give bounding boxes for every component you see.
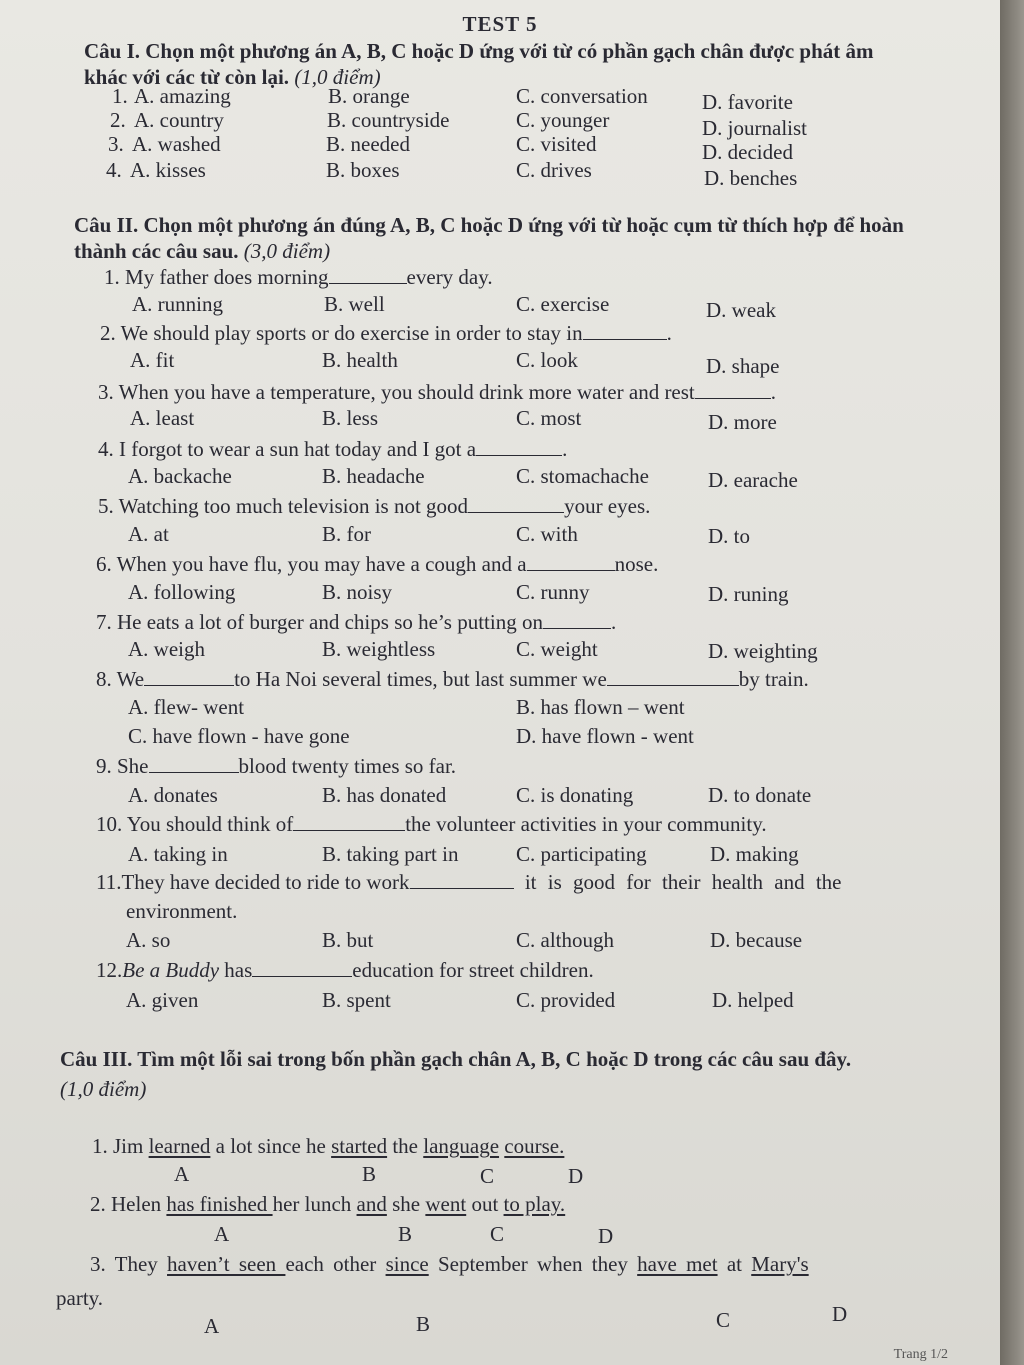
error-sentence-1: 1. Jim learned a lot since he started the language course. bbox=[92, 1134, 565, 1158]
q11-stem-continued: environment. bbox=[126, 899, 238, 923]
q8-stem: 8. We to Ha Noi several times, but last summer we by train. bbox=[96, 667, 809, 691]
q7-options: A. weigh B. weightless C. weight D. weighting bbox=[128, 637, 818, 663]
q3-stem: 3. When you have a temperature, you should drink more water and rest . bbox=[98, 380, 777, 404]
q11-options: A. so B. but C. although D. because bbox=[126, 928, 803, 952]
q7-stem: 7. He eats a lot of burger and chips so he’s putting on . bbox=[96, 610, 617, 634]
s2-label-c: C bbox=[490, 1222, 505, 1246]
q6-stem: 6. When you have flu, you may have a cough and a nose. bbox=[96, 552, 659, 576]
q4-stem: 4. I forgot to wear a sun hat today and I got a . bbox=[98, 437, 568, 461]
s1-label-d: D bbox=[568, 1164, 584, 1188]
s3-label-a: A bbox=[204, 1314, 220, 1338]
s1-label-a: A bbox=[174, 1162, 190, 1186]
error-sentence-3-continued: party. bbox=[56, 1286, 104, 1310]
sec1-item-2: 2. A. country B. countryside C. younger D. journalist bbox=[110, 108, 807, 140]
q5-options: A. at B. for C. with D. to bbox=[128, 522, 750, 548]
q10-options: A. taking in B. taking part in C. participating D. making bbox=[128, 842, 799, 866]
q6-options: A. following B. noisy C. runny D. runing bbox=[128, 580, 789, 606]
q4-options: A. backache B. headache C. stomachache D. earache bbox=[128, 464, 798, 492]
q9-stem: 9. She blood twenty times so far. bbox=[96, 754, 457, 778]
q1-stem: 1. My father does morning every day. bbox=[104, 265, 493, 289]
q12-options: A. given B. spent C. provided D. helped bbox=[126, 988, 794, 1012]
s3-label-d: D bbox=[832, 1302, 848, 1326]
s2-label-d: D bbox=[598, 1224, 614, 1248]
sec1-item-3: 3. A. washed B. needed C. visited D. decided bbox=[108, 132, 793, 164]
q8-options-row2: C. have flown - have gone D. have flown - went bbox=[128, 724, 694, 748]
section-2-heading: Câu II. Chọn một phương án đúng A, B, C hoặc D ứng với từ hoặc cụm từ thích hợp để hoàn thành các câu sau. (3,0 điểm) bbox=[74, 213, 904, 263]
q10-stem: 10. You should think of the volunteer activities in your community. bbox=[96, 812, 767, 836]
paper-edge-shadow bbox=[1000, 0, 1024, 1365]
sec1-item-1: 1. A. amazing B. orange C. conversation D. favorite bbox=[112, 84, 793, 114]
q9-options: A. donates B. has donated C. is donating D. to donate bbox=[128, 783, 812, 807]
q2-options: A. fit B. health C. look D. shape bbox=[130, 348, 780, 378]
test-title: TEST 5 bbox=[462, 12, 538, 36]
s1-label-c: C bbox=[480, 1164, 495, 1188]
section-1-heading: Câu I. Chọn một phương án A, B, C hoặc D ứng với từ có phần gạch chân được phát âm khác với các từ còn lại. (1,0 điểm) bbox=[84, 39, 874, 89]
q1-options: A. running B. well C. exercise D. weak bbox=[132, 292, 776, 322]
sec1-item-4: 4. A. kisses B. boxes C. drives D. benches bbox=[106, 158, 798, 190]
s3-label-b: B bbox=[416, 1312, 431, 1336]
q5-stem: 5. Watching too much television is not good your eyes. bbox=[98, 494, 651, 518]
s3-label-c: C bbox=[716, 1308, 731, 1332]
s2-label-b: B bbox=[398, 1222, 413, 1246]
q12-stem: 12.Be a Buddy has education for street children. bbox=[96, 958, 594, 982]
q3-options: A. least B. less C. most D. more bbox=[130, 406, 777, 434]
q11-stem: 11.They have decided to ride to work it is good for their health and the bbox=[96, 870, 842, 894]
section-3-heading: Câu III. Tìm một lỗi sai trong bốn phần gạch chân A, B, C hoặc D trong các câu sau đây. (1,0 điểm) bbox=[60, 1047, 852, 1101]
error-sentence-3: 3. They haven’t seen each other since September when they have met at Mary's bbox=[90, 1252, 809, 1276]
s1-label-b: B bbox=[362, 1162, 377, 1186]
q8-options-row1: A. flew- went B. has flown – went bbox=[128, 695, 685, 719]
q2-stem: 2. We should play sports or do exercise in order to stay in . bbox=[100, 321, 672, 345]
error-sentence-2: 2. Helen has finished her lunch and she went out to play. bbox=[90, 1192, 566, 1216]
page-number: Trang 1/2 bbox=[893, 1347, 948, 1362]
s2-label-a: A bbox=[214, 1222, 230, 1246]
